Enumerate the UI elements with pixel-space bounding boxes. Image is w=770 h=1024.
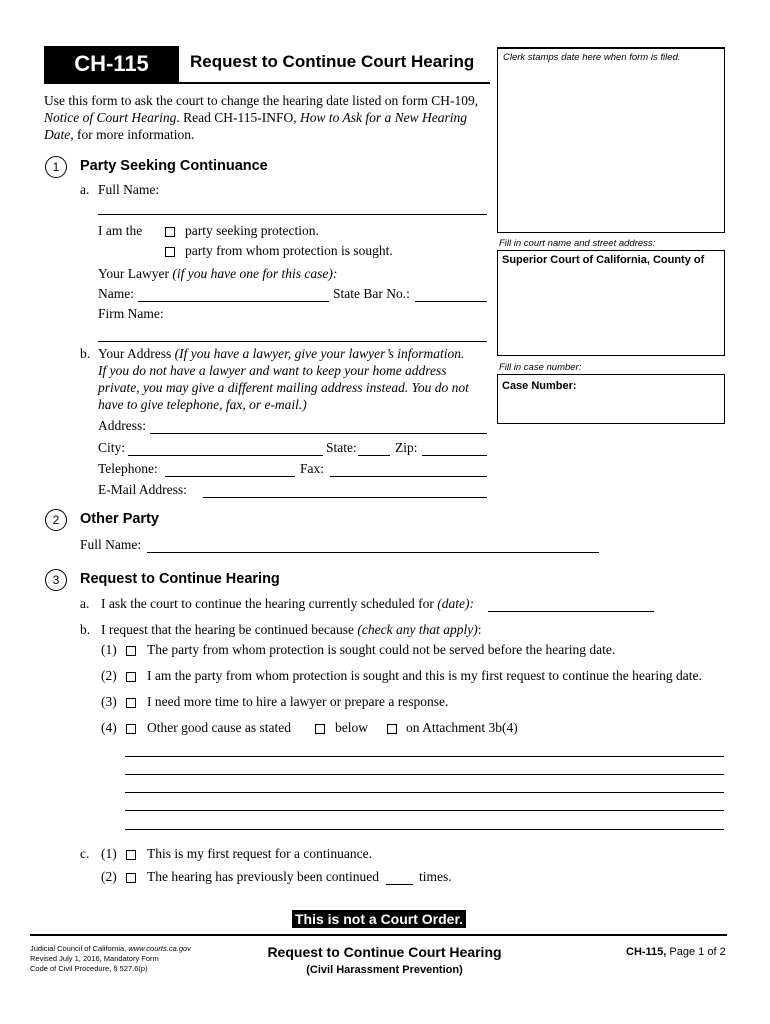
page-number: Page 1 of 2 — [666, 946, 726, 958]
s1-b-label: b. — [80, 346, 91, 361]
form-id: CH-115 — [74, 51, 149, 76]
reason-4-below-label: below — [335, 720, 368, 735]
section-3-number: 3 — [45, 569, 67, 591]
footer-publisher: Judicial Council of California, www.courts.ca.gov — [30, 944, 191, 953]
telephone-field[interactable] — [165, 476, 295, 477]
reason-3-number: (3) — [101, 694, 117, 709]
s1-address-label: Address: — [98, 418, 146, 433]
c-2-number: (2) — [101, 869, 117, 884]
s3-c-label: c. — [80, 846, 90, 861]
s1-telephone-label: Telephone: — [98, 461, 158, 476]
other-cause-line-1[interactable] — [125, 756, 724, 757]
intro-line-1: Use this form to ask the court to change the hearing date listed on form CH-109, — [44, 93, 479, 108]
lawyer-name-field[interactable] — [138, 301, 329, 302]
form-title: Request to Continue Court Hearing — [190, 52, 475, 71]
footer-form-id: CH-115, — [626, 946, 667, 958]
protected-party-checkbox[interactable] — [165, 227, 175, 237]
s1-full-name-label: Full Name: — [98, 182, 160, 197]
case-hint: Fill in case number: — [499, 362, 582, 373]
clerk-stamp-note: Clerk stamps date here when form is filed. — [503, 52, 681, 63]
footer-page-info — [626, 946, 726, 958]
email-field[interactable] — [203, 497, 487, 498]
section-2-number: 2 — [45, 509, 67, 531]
form-id-badge — [44, 46, 179, 82]
s1-city-label: City: — [98, 440, 126, 455]
previously-continued-label: The hearing has previously been continued — [147, 869, 380, 884]
s3-b-label: b. — [80, 622, 91, 637]
clerk-stamp-box[interactable] — [497, 47, 725, 233]
firm-name-field[interactable] — [98, 341, 487, 342]
section-2-title: Other Party — [80, 511, 159, 527]
reason-4-attachment-label: on Attachment 3b(4) — [406, 720, 518, 735]
footer-title: Request to Continue Court Hearing — [267, 944, 502, 960]
case-label: Case Number: — [502, 380, 577, 392]
zip-field[interactable] — [422, 455, 487, 456]
reason-4-attachment-checkbox[interactable] — [387, 724, 397, 734]
reason-1-label: The party from whom protection is sought could not be served before the hearing date. — [147, 642, 616, 657]
reason-1-number: (1) — [101, 642, 117, 657]
continued-times-suffix: times. — [419, 869, 452, 884]
s2-full-name-label: Full Name: — [80, 537, 142, 552]
reason-4-label: Other good cause as stated — [147, 720, 291, 735]
state-bar-field[interactable] — [415, 301, 487, 302]
previously-continued-checkbox[interactable] — [126, 873, 136, 883]
restrained-party-label: party from whom protection is sought. — [185, 243, 393, 258]
footer-subtitle: (Civil Harassment Prevention) — [306, 964, 463, 976]
s1-state-bar-label: State Bar No.: — [333, 286, 410, 301]
s1-i-am-the: I am the — [98, 223, 143, 238]
reason-2-number: (2) — [101, 668, 117, 683]
first-request-label: This is my first request for a continuance. — [147, 846, 372, 861]
reason-3-checkbox[interactable] — [126, 698, 136, 708]
other-cause-line-2[interactable] — [125, 774, 724, 775]
header-rule — [44, 82, 490, 84]
protected-party-label: party seeking protection. — [185, 223, 319, 238]
other-cause-line-4[interactable] — [125, 810, 724, 811]
s1-firm-name-label: Firm Name: — [98, 306, 164, 321]
s1-address-note-2: If you do not have a lawyer and want to keep your home address — [98, 363, 447, 378]
footer-revised: Revised July 1, 2016, Mandatory Form — [30, 954, 159, 963]
reason-4-number: (4) — [101, 720, 117, 735]
other-cause-line-3[interactable] — [125, 792, 724, 793]
fax-field[interactable] — [330, 476, 487, 477]
hearing-date-field[interactable] — [488, 611, 654, 612]
s1-lawyer-name-label: Name: — [98, 286, 134, 301]
c-1-number: (1) — [101, 846, 117, 861]
reason-4-checkbox[interactable] — [126, 724, 136, 734]
s1-address-heading: Your Address (If you have a lawyer, give your lawyer’s information. — [98, 346, 465, 361]
continued-times-field[interactable] — [386, 884, 413, 885]
not-court-order-notice: This is not a Court Order. — [292, 910, 466, 928]
intro-form-ref: Notice of Court Hearing — [44, 110, 177, 125]
section-1-number: 1 — [45, 156, 67, 178]
s1-zip-label: Zip: — [395, 440, 418, 455]
state-field[interactable] — [358, 455, 390, 456]
s1-fax-label: Fax: — [300, 461, 325, 476]
reason-4-below-checkbox[interactable] — [315, 724, 325, 734]
address-field[interactable] — [150, 433, 487, 434]
footer-rule — [30, 934, 727, 936]
other-party-name-field[interactable] — [147, 552, 599, 553]
other-cause-line-5[interactable] — [125, 829, 724, 830]
footer-code: Code of Civil Procedure, § 527.6(p) — [30, 964, 148, 973]
s1-address-note-4: have to give telephone, fax, or e-mail.) — [98, 397, 307, 412]
s3-a-text: I ask the court to continue the hearing currently scheduled for (date): — [101, 596, 474, 611]
section-3-title: Request to Continue Hearing — [80, 571, 280, 587]
reason-2-checkbox[interactable] — [126, 672, 136, 682]
section-1-title: Party Seeking Continuance — [80, 158, 268, 174]
city-field[interactable] — [128, 455, 323, 456]
court-hint: Fill in court name and street address: — [499, 238, 656, 249]
court-label: Superior Court of California, County of — [502, 254, 705, 266]
intro-line-2: Notice of Court Hearing. Read CH-115-INFO, How to Ask for a New Hearing — [44, 110, 467, 125]
reason-2-label: I am the party from whom protection is sought and this is my first request to continue the hearing date. — [147, 668, 702, 683]
reason-3-label: I need more time to hire a lawyer or prepare a response. — [147, 694, 449, 709]
s3-b-text: I request that the hearing be continued because (check any that apply): — [101, 622, 482, 637]
s1-lawyer-heading: Your Lawyer (if you have one for this case): — [98, 266, 338, 281]
intro-line-3: Date, for more information. — [44, 127, 195, 142]
s1-full-name-field[interactable] — [98, 214, 487, 215]
s1-address-note-3: private, you may give a different mailing address instead. You do not — [98, 380, 469, 395]
reason-1-checkbox[interactable] — [126, 646, 136, 656]
first-request-checkbox[interactable] — [126, 850, 136, 860]
s1-email-label: E-Mail Address: — [98, 482, 187, 497]
s1-state-label: State: — [326, 440, 357, 455]
s1-a-label: a. — [80, 182, 90, 197]
s3-a-label: a. — [80, 596, 90, 611]
restrained-party-checkbox[interactable] — [165, 247, 175, 257]
